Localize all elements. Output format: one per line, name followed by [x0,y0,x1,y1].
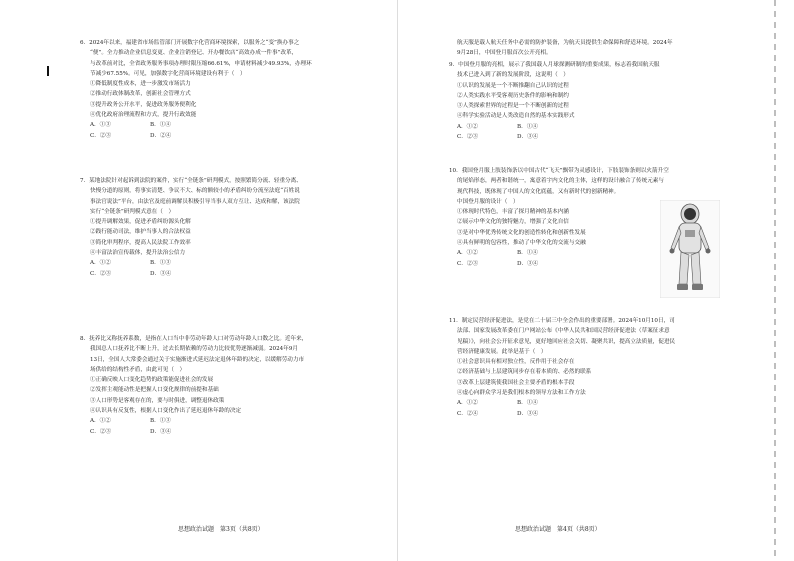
option-statement: ②经济基础与上层建筑同步存在着本质的、必然的联系 [457,369,592,376]
option-statement: ④丰富法治宣传载体，提升法治公信力 [90,250,186,257]
question-text-line: 技术已进入到了新的发展阶段，这说明（ ） [457,72,569,79]
answer-choices [80,258,380,268]
choice-b: B．①④ [517,250,538,257]
question-text-line: 见稿）》，向社会公开征求意见，更好地回应社会关切、凝聚共识，提高立法质量，促进民 [457,338,676,345]
option-statement: ③改革上层建筑使我国社会主要矛盾的根本手段 [457,379,575,386]
option-statement: ②践行能动司法，维护当事人的合法权益 [90,229,191,236]
answer-choices [449,248,769,258]
question-text-line: 与改革前对比，全省政务服务事项办理时限压缩66.61%，申请材料减少49.93%，办理环 [90,60,312,67]
question-10 [449,166,769,269]
question-text-line: 的尾焰形态，两者和谐统一，寓意着宇内文化的主体，这样的设计融合了传统元素与 [457,178,664,185]
question-text-line: 10．我国登月服上肢装饰条以中国古代“飞天”飘带为灵感设计，下肢装饰条则以火箭升空 [449,168,669,174]
choice-d: D．②④ [150,132,172,139]
question-intro: 中国登月服的设计（ ） [457,198,519,205]
choice-d: D．③④ [517,410,539,417]
choice-c: C．②③ [457,134,479,141]
choice-c: C．②③ [90,270,112,277]
answer-choices [449,122,769,132]
choice-a: A．①② [90,418,111,425]
question-8 [80,334,380,437]
question-text-line: 8．抚养比又称抚养系数，是指在人口当中非劳动年龄人口对劳动年龄人口数之比。近年来， [80,336,308,342]
question-text-line: 营经济健康发展。此举是基于（ ） [457,348,547,355]
choice-a: A．①③ [90,122,111,129]
choice-a: A．①② [90,260,111,267]
question-text-line: 9．中国登月服的亮相，展示了我国载人月球探测研制的重要成果，标志着我国航天服 [449,62,660,68]
option-statement: ②发挥主观能动性是把握人口变化规律的前提和基础 [90,387,219,394]
answer-choices [449,409,769,419]
answer-choices [449,132,769,142]
option-statement: ③人口形势是客观存在的，要与时俱进，调整退休政策 [90,397,225,404]
question-text-line: 实行“全链条”研判模式意在（ ） [90,208,175,215]
question-text-line: 11．制定民营经济促进法，是党在二十届三中全会作出的重要部署。2024年10月10日，司 [449,318,675,324]
choice-c: C．②③ [90,132,112,139]
page-footer: 思想政治试题 第3页（共8页） [178,526,264,533]
option-statement: ②展示中华文化的独特魅力，增强了文化自信 [457,219,569,226]
passage-line: 航天服是载人航天任务中必需的防护装备，为航天员提供生命保障和舒适环境。2024年 [457,40,673,46]
question-9 [449,60,769,142]
question-text-line: 事法官说法”平台，由法官及庭前调解员积极引导当事人双方互让、达成和解，该法院 [90,198,300,205]
scan-edge [774,0,776,561]
question-text-line: 6．2024年以来，福建省市场监管部门开展数字化营商环境探索，以服务之“变”换办事之 [80,40,300,46]
answer-choices [449,259,769,269]
option-statement: ③提升政务公开水平，促进政务服务便利化 [90,101,197,108]
option-statement: ①提升调解效果，促进矛盾纠纷源头化解 [90,219,191,226]
choice-b: B．①③ [150,260,171,267]
passage-line: 9月28日，中国登月服首次公开亮相。 [457,50,552,57]
scan-mark [47,66,49,76]
page-footer: 思想政治试题 第4页（共8页） [515,526,601,533]
option-statement: ②推动行政体制改革，创新社会管理方式 [90,91,191,98]
question-7 [80,176,380,279]
answer-choices [80,416,380,426]
answer-choices [80,120,380,130]
option-statement: ③是对中华优秀传统文化的创造性转化和创新性发展 [457,229,586,236]
option-statement: ①正确反映人口变化趋势的政策能促进社会的发展 [90,377,214,384]
choice-d: D．③④ [517,134,539,141]
question-11 [449,316,769,419]
choice-d: D．③④ [150,428,172,435]
choice-a: A．①② [457,250,478,257]
choice-c: C．②③ [457,260,479,267]
spacesuit-image [660,200,720,298]
choice-d: D．③④ [517,260,539,267]
option-statement: ②人类实践水平受客观历史条件的影响和制约 [457,92,569,99]
question-text-line: “便”。全力推动企业信息变更、企业注销登记、开办餐饮店“高效办成一件事”改革， [90,50,298,57]
question-text-line: 7．某地法院针对起诉到法院的案件，实行“全链条”研判模式，按照繁简分流、轻重分离、 [80,178,302,184]
option-statement: ④科学实验活动是人类改造自然的基本实践形式 [457,113,575,120]
option-statement: ③人类探索世界的过程是一个不断创新的过程 [457,103,569,110]
answer-choices [80,427,380,437]
choice-b: B．①④ [517,400,538,407]
option-statement: ①体现时代特色，丰富了探月精神的基本内涵 [457,209,569,216]
question-text-line: 法部、国家发展改革委在门户网站公布《中华人民共和国民营经济促进法（草案征求意 [457,328,670,335]
passage-continued [457,38,673,59]
option-statement: ③简化审判程序，提高人民法院工作效率 [90,239,191,246]
question-text-line: 13日，全国人大常委会通过关于实施渐进式延迟法定退休年龄的决定，以缓解劳动力市 [90,356,305,363]
question-text-line: 节减少67.55%。可见，加强数字化营商环境建设有利于（ ） [90,70,246,77]
option-statement: ①认识的发展是一个不断推翻自己认识的过程 [457,82,569,89]
question-text-line: 我国总人口抚养比不断上升，过去长期依赖的劳动力比较优势逐渐减弱。2024年9月 [90,346,298,353]
option-statement: ④虚心向群众学习是我们根本的领导方法和工作方法 [457,390,586,397]
option-statement: ①社会意识具有相对独立性，反作用于社会存在 [457,359,575,366]
question-text-line: 场供给的结构性矛盾，由此可见（ ） [90,366,186,373]
answer-choices [449,398,769,408]
option-statement: ④具有鲜明的包容性，推动了中华文化的交流与交融 [457,240,586,247]
option-statement: ④认识具有反复性，根据人口变化作出了延迟退休年龄的决定 [90,408,242,415]
choice-b: B．①④ [150,122,171,129]
option-statement: ①降低制度性成本，进一步激发市场活力 [90,81,191,88]
answer-choices [80,131,380,141]
choice-b: B．①④ [517,123,538,130]
right-page [397,0,794,561]
question-text-line: 现代科技，既体现了中国人的文化底蕴，又有新时代的创新精神。 [457,188,620,195]
choice-a: A．①② [457,400,478,407]
option-statement: ④优化政府治理流程和方式，提升行政效能 [90,112,197,119]
choice-b: B．①③ [150,418,171,425]
choice-c: C．②④ [457,410,479,417]
answer-choices [80,269,380,279]
choice-a: A．①② [457,123,478,130]
question-text-line: 快慢分道的原则，将事实清楚、争议不大、标的额较小的矛盾纠纷分流至法庭“百姓说 [90,188,300,195]
choice-c: C．②③ [90,428,112,435]
question-6 [80,38,380,141]
choice-d: D．③④ [150,270,172,277]
